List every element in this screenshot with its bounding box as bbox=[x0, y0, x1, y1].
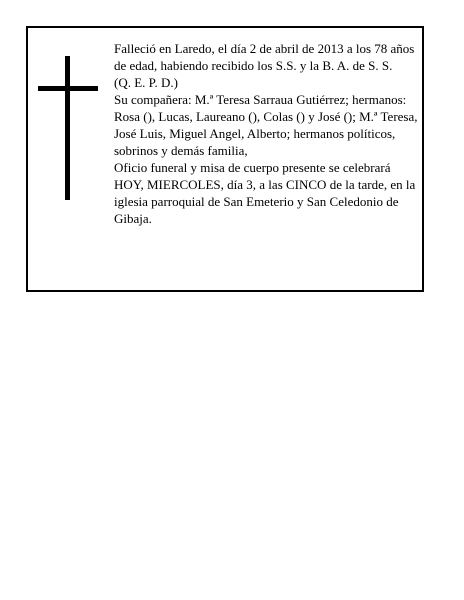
family-list: Su compañera: M.ª Teresa Sarraua Gutiérrez; hermanos: Rosa (), Lucas, Laureano (), Colas () y José (); M.ª Teresa, José Luis, Miguel Angel, Alberto; hermanos políticos, sobrinos y demás familia, bbox=[114, 92, 418, 158]
obituary-notice bbox=[26, 26, 424, 292]
funeral-details: Oficio funeral y misa de cuerpo presente se celebrará HOY, MIERCOLES, día 3, a las CINCO de la tarde, en la iglesia parroquial de San Emeterio y San Celedonio de Gibaja. bbox=[114, 160, 416, 226]
rip-line: (Q. E. P. D.) bbox=[114, 75, 178, 90]
death-announcement: Falleció en Laredo, el día 2 de abril de 2013 a los 78 años de edad, habiendo recibido los S.S. y la B. A. de S. S. bbox=[114, 41, 415, 73]
cross-icon bbox=[38, 56, 98, 200]
notice-text bbox=[114, 40, 418, 227]
